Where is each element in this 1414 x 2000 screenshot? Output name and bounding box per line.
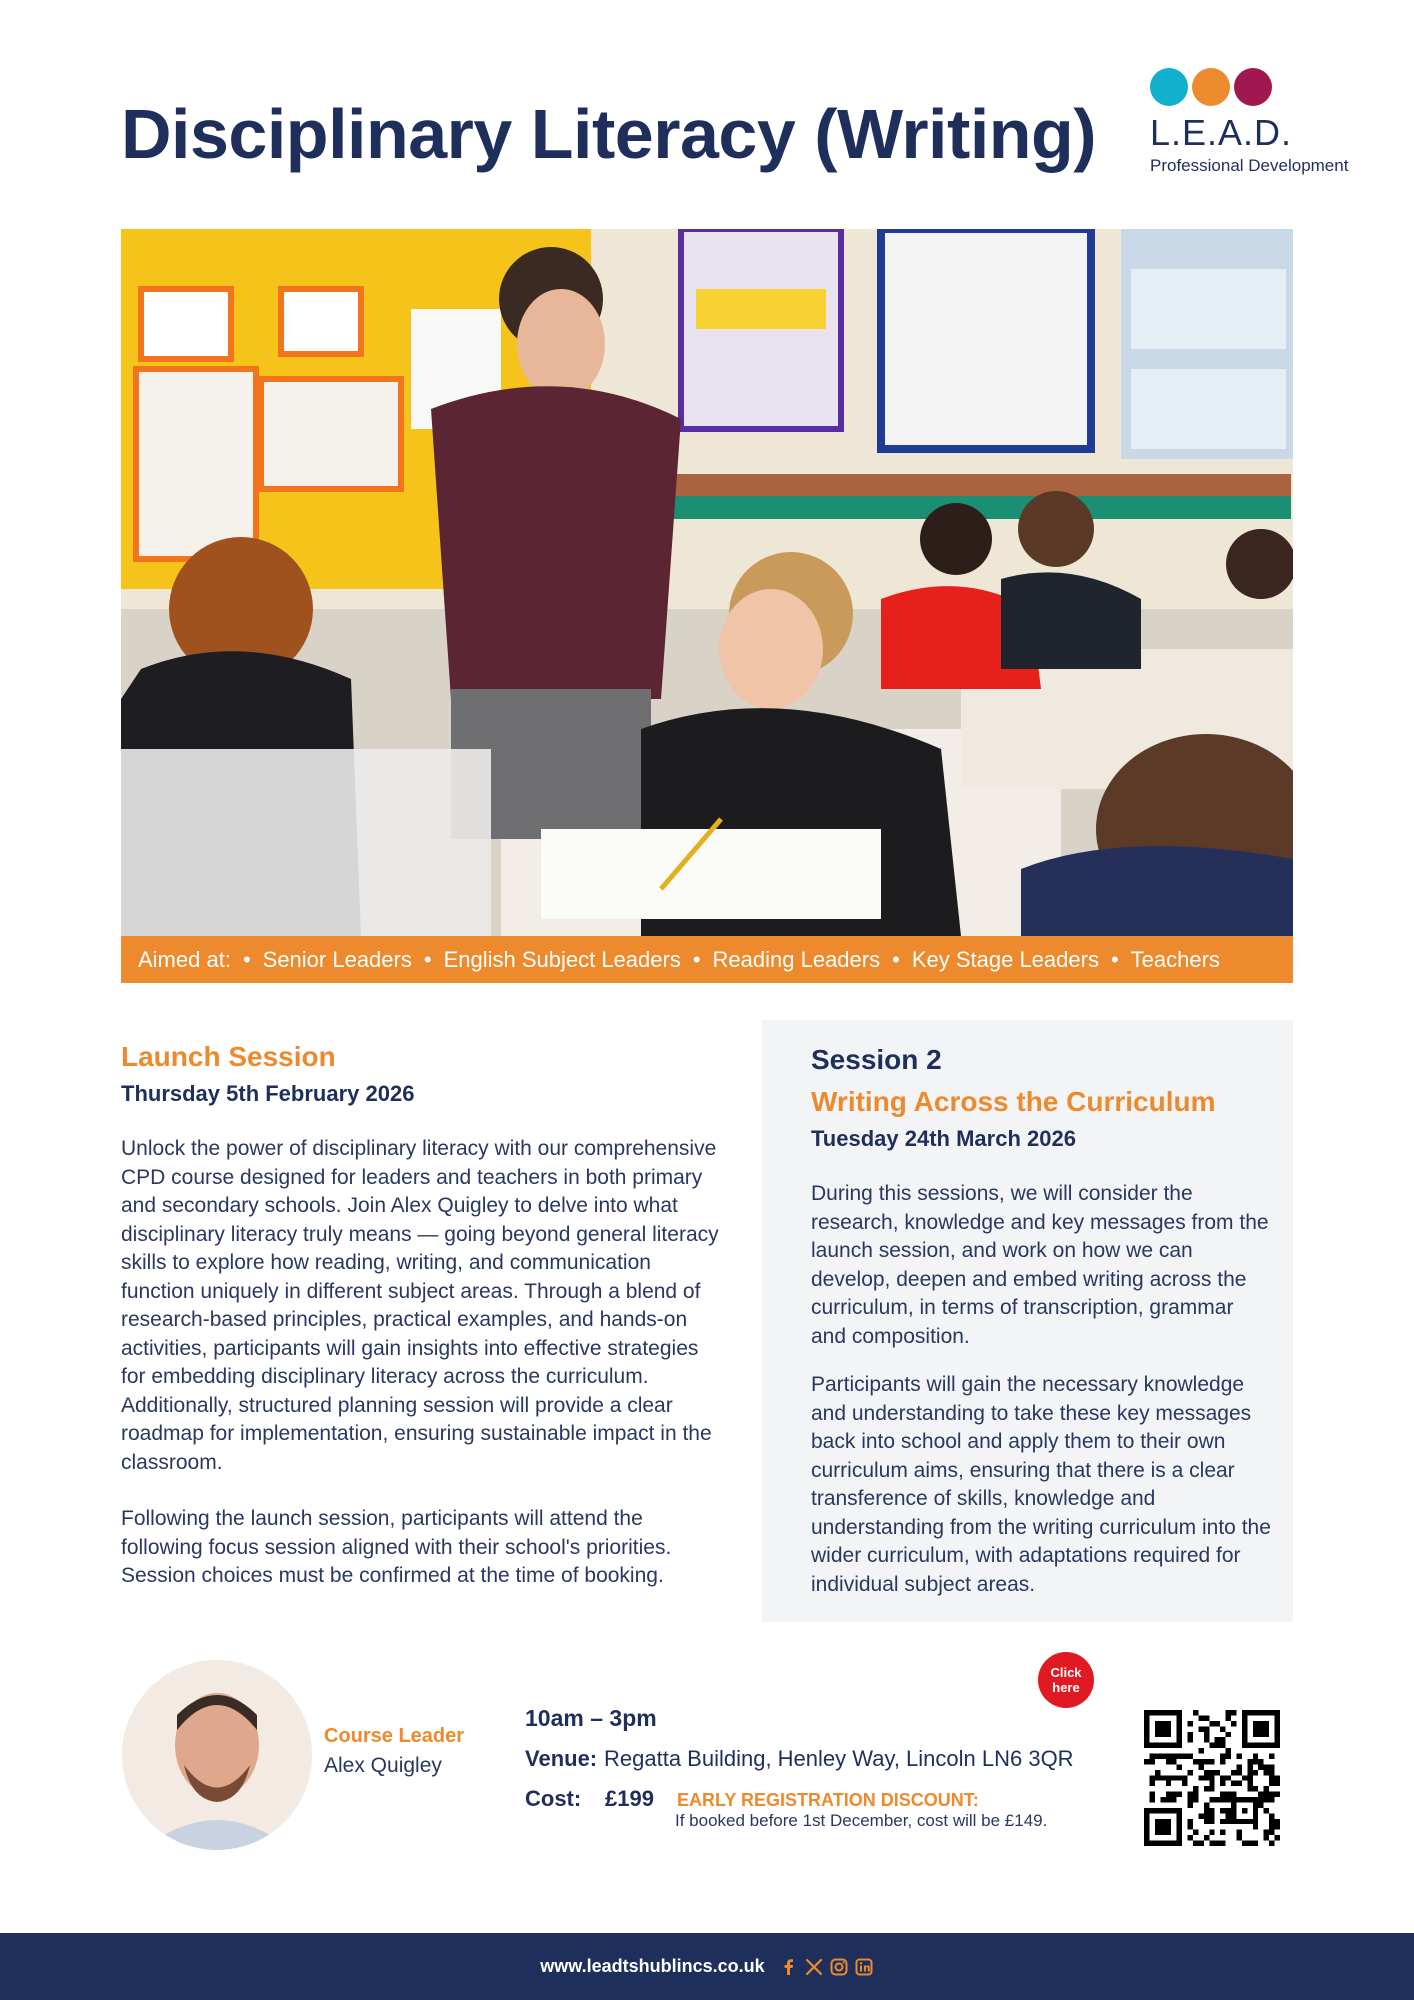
audience-bullet: • bbox=[242, 946, 251, 972]
footer-bar bbox=[0, 1933, 1414, 2000]
click-here-button[interactable] bbox=[1038, 1652, 1094, 1708]
venue-value: Regatta Building, Henley Way, Lincoln LN6 3QR bbox=[604, 1746, 1074, 1771]
course-leader-photo bbox=[122, 1660, 312, 1850]
session-2-date: Tuesday 24th March 2026 bbox=[811, 1126, 1076, 1151]
launch-session-section bbox=[121, 1041, 721, 1591]
logo-dot-magenta bbox=[1234, 68, 1272, 106]
click-here-line2: here bbox=[1052, 1680, 1080, 1695]
instagram-icon[interactable] bbox=[829, 1957, 849, 1977]
audience-label: Aimed at: bbox=[138, 946, 231, 972]
lead-logo bbox=[1150, 68, 1390, 188]
course-details bbox=[525, 1705, 1074, 1830]
course-leader-portrait bbox=[122, 1660, 312, 1850]
launch-session-paragraph: Following the launch session, participants will attend the following focus session aligned with their school's priorities. Session choices must be confirmed at the time of booking. bbox=[121, 1507, 672, 1587]
venue-label: Venue: bbox=[525, 1746, 598, 1771]
logo-subtitle: Professional Development bbox=[1150, 156, 1349, 175]
cost-row bbox=[525, 1786, 1074, 1812]
audience-bullet: • bbox=[423, 946, 432, 972]
audience-bar bbox=[121, 936, 1293, 983]
audience-item: Senior Leaders bbox=[262, 946, 412, 972]
logo-dot-orange bbox=[1192, 68, 1230, 106]
page-title: Disciplinary Literacy (Writing) bbox=[121, 95, 1097, 173]
website-link[interactable]: www.leadtshublincs.co.uk bbox=[540, 1956, 765, 1976]
x-icon[interactable] bbox=[804, 1957, 824, 1977]
audience-item: Teachers bbox=[1130, 946, 1220, 972]
early-discount-text: If booked before 1st December, cost will be £149. bbox=[675, 1811, 1048, 1830]
course-leader bbox=[324, 1725, 464, 1778]
course-leader-role: Course Leader bbox=[324, 1725, 465, 1747]
facebook-icon[interactable] bbox=[779, 1957, 799, 1977]
course-leader-name: Alex Quigley bbox=[324, 1754, 442, 1777]
launch-session-paragraph: Unlock the power of disciplinary literacy with our comprehensive CPD course designed for leaders and teachers in both primary and secondary schools. Join Alex Quigley to delve into what disciplinary literacy truly means — going beyond general literacy skills to explore how reading, writing, and communication function uniquely in different subject areas. Through a blend of research-based principles, practical examples, and hands-on activities, participants will gain insights into effective strategies for embedding disciplinary literacy across the curriculum. Additionally, structured planning session will provide a clear roadmap for implementation, ensuring sustainable impact in the classroom. bbox=[121, 1137, 719, 1474]
qr-code[interactable] bbox=[1144, 1710, 1280, 1846]
venue-row bbox=[525, 1746, 1074, 1772]
audience-item: English Subject Leaders bbox=[443, 946, 681, 972]
classroom-photo bbox=[121, 229, 1293, 936]
social-icons bbox=[779, 1957, 874, 1977]
session-2-paragraph: Participants will gain the necessary knowledge and understanding to take these key messages back into school and apply them to their own curriculum aims, ensuring that there is a clear transference of skills, knowledge and understanding from the writing curriculum into the wider curriculum, with adaptations required for individual subject areas. bbox=[811, 1373, 1271, 1596]
audience-item: Reading Leaders bbox=[712, 946, 881, 972]
session-time: 10am – 3pm bbox=[525, 1705, 657, 1731]
session-2-panel bbox=[762, 1020, 1293, 1622]
audience-bullet: • bbox=[1110, 946, 1119, 972]
logo-mark: L.E.A.D. bbox=[1150, 112, 1293, 153]
cost-value: £199 bbox=[605, 1786, 654, 1811]
audience-bullet: • bbox=[692, 946, 701, 972]
session-2-label: Session 2 bbox=[811, 1044, 942, 1075]
session-2-paragraph: During this sessions, we will consider the research, knowledge and key messages from the launch session, and work on how we can develop, deepen and embed writing across the curriculum, in terms of transcription, grammar and composition. bbox=[811, 1182, 1269, 1348]
logo-dot-cyan bbox=[1150, 68, 1188, 106]
linkedin-icon[interactable] bbox=[854, 1957, 874, 1977]
click-here-line1: Click bbox=[1050, 1665, 1082, 1680]
launch-session-heading: Launch Session bbox=[121, 1041, 336, 1072]
logo-dots bbox=[1150, 68, 1390, 106]
launch-session-date: Thursday 5th February 2026 bbox=[121, 1081, 415, 1106]
early-discount-title: EARLY REGISTRATION DISCOUNT: bbox=[677, 1790, 979, 1810]
audience-bullet: • bbox=[892, 946, 900, 972]
cost-label: Cost: bbox=[525, 1786, 582, 1811]
audience-item: Key Stage Leaders bbox=[911, 946, 1099, 972]
session-2-heading: Writing Across the Curriculum bbox=[811, 1086, 1216, 1117]
classroom-illustration bbox=[121, 229, 1293, 936]
